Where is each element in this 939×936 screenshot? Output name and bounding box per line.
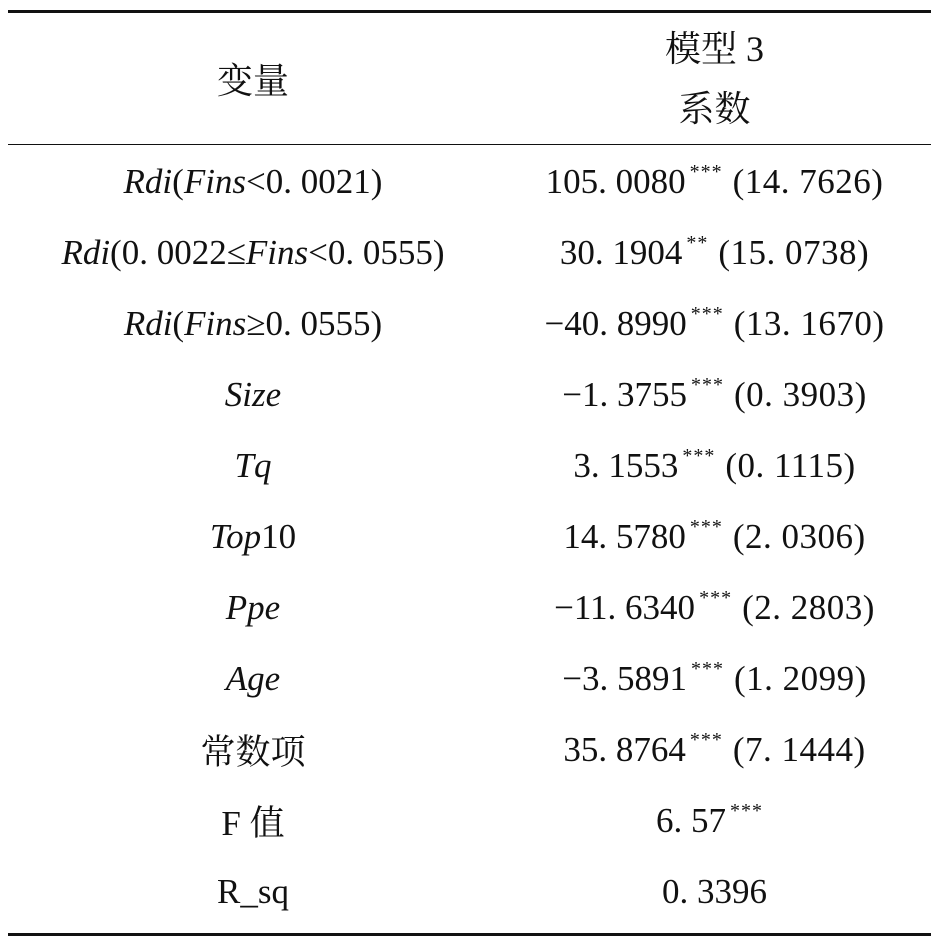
coefficient-cell: [498, 659, 931, 699]
variable-name-text: R_sq: [217, 871, 289, 911]
variable-name-text: ≥0. 0555): [246, 303, 383, 343]
standard-error: (7. 1444): [732, 729, 866, 769]
variable-name-italic: Tq: [234, 445, 272, 485]
coefficient-cell: [498, 588, 931, 628]
variable-name-text: (: [172, 303, 185, 343]
variable-cell: [8, 517, 498, 557]
variable-cell: [8, 796, 498, 846]
variable-name-text: 10: [261, 516, 297, 556]
variable-name-text: <0. 0555): [308, 232, 445, 272]
table-row: [8, 359, 931, 430]
coefficient-cell: [498, 304, 931, 344]
coefficient-cell: [498, 730, 931, 770]
standard-error: (14. 7626): [732, 161, 884, 201]
variable-name-italic: Age: [225, 658, 281, 698]
significance-stars: ***: [730, 799, 763, 822]
table-header: [8, 13, 931, 144]
coefficient-value: 0. 3396: [662, 871, 767, 911]
coefficient-value: 105. 0080: [545, 161, 686, 201]
variable-name-italic: Rdi: [123, 161, 173, 201]
standard-error: (0. 1115): [725, 445, 856, 485]
variable-name-text: (: [172, 161, 184, 201]
variable-name-italic: Fins: [245, 232, 309, 272]
variable-name-italic: Fins: [183, 161, 247, 201]
table-row: [8, 217, 931, 288]
standard-error: (13. 1670): [733, 303, 885, 343]
variable-name-text: <0. 0021): [246, 161, 383, 201]
coefficient-cell: [498, 517, 931, 557]
variable-name-italic: Ppe: [225, 587, 281, 627]
variable-cell: [8, 233, 498, 273]
coefficient-cell: [498, 233, 931, 273]
table-row: [8, 572, 931, 643]
variable-cell: [8, 446, 498, 486]
header-variable: 变量: [216, 61, 289, 101]
variable-name-text: F 值: [221, 803, 285, 843]
table-row: [8, 288, 931, 359]
significance-stars: ***: [690, 373, 724, 396]
coefficient-value: 35. 8764: [563, 729, 686, 769]
table-row: [8, 785, 931, 856]
variable-name-italic: Rdi: [123, 303, 173, 343]
standard-error: (15. 0738): [718, 232, 870, 272]
table-row: [8, 856, 931, 927]
variable-name-italic: Size: [224, 374, 282, 414]
coefficient-value: −40. 8990: [544, 303, 687, 343]
significance-stars: ***: [690, 657, 724, 680]
table-row: [8, 146, 931, 217]
standard-error: (1. 2099): [733, 658, 867, 698]
table-row: [8, 430, 931, 501]
coefficient-cell: [498, 446, 931, 486]
variable-cell: [8, 659, 498, 699]
significance-stars: ***: [699, 586, 733, 609]
table-body: [8, 145, 931, 927]
coefficient-value: −1. 3755: [562, 374, 687, 414]
variable-name-text: (0. 0022≤: [110, 232, 246, 272]
variable-name-text: 常数项: [200, 732, 306, 772]
table-row: [8, 714, 931, 785]
coefficient-value: −11. 6340: [554, 587, 696, 627]
standard-error: (0. 3903): [733, 374, 867, 414]
variable-cell: [8, 725, 498, 775]
significance-stars: **: [686, 231, 709, 254]
table-row: [8, 501, 931, 572]
significance-stars: ***: [689, 515, 723, 538]
coefficient-cell: [498, 801, 931, 841]
table-row: [8, 643, 931, 714]
variable-cell: [8, 304, 498, 344]
significance-stars: ***: [682, 444, 716, 467]
coefficient-value: 3. 1553: [573, 445, 679, 485]
coefficient-value: −3. 5891: [562, 658, 687, 698]
variable-cell: [8, 588, 498, 628]
coefficient-value: 14. 5780: [563, 516, 686, 556]
standard-error: (2. 2803): [742, 587, 875, 627]
variable-cell: [8, 162, 498, 202]
standard-error: (2. 0306): [732, 516, 866, 556]
regression-table: [8, 10, 931, 936]
variable-name-italic: Rdi: [61, 232, 111, 272]
coefficient-value: 6. 57: [656, 800, 726, 840]
coefficient-cell: [498, 375, 931, 415]
variable-cell: [8, 872, 498, 912]
significance-stars: ***: [689, 160, 723, 183]
header-model: 模型 3: [664, 28, 764, 69]
header-coef: 系数: [678, 88, 751, 129]
coefficient-cell: [498, 162, 931, 202]
variable-name-italic: Top: [209, 516, 262, 556]
variable-name-italic: Fins: [184, 303, 247, 343]
coefficient-value: 30. 1904: [559, 232, 683, 272]
variable-cell: [8, 375, 498, 415]
significance-stars: ***: [690, 302, 724, 325]
coefficient-cell: [498, 872, 931, 912]
significance-stars: ***: [689, 728, 723, 751]
header-coefficient: [498, 19, 931, 139]
